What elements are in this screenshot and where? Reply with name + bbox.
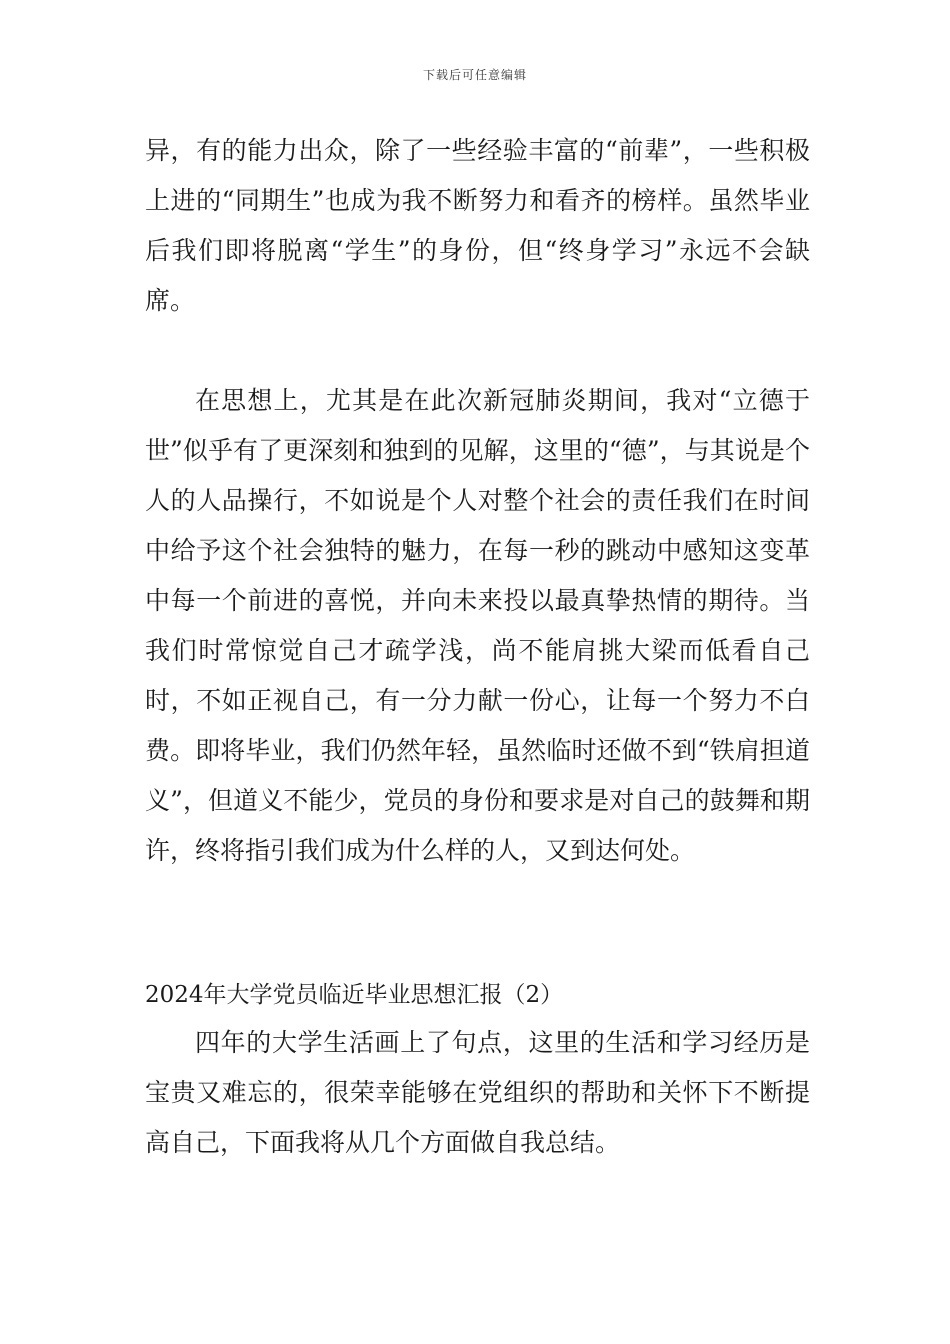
header-note: 下载后可任意编辑 [422,68,527,82]
paragraph-summary: 四年的大学生活画上了句点，这里的生活和学习经历是宝贵又难忘的，很荣幸能够在党组织的帮助和关怀下不断提高自己，下面我将从几个方面做自我总结。 [145,1028,810,1157]
paragraph-continued: 异，有的能力出众，除了一些经验丰富的“前辈”，一些积极上进的“同期生”也成为我不断努力和看齐的榜样。虽然毕业后我们即将脱离“学生”的身份，但“终身学习”永远不会缺席。 [145,136,810,315]
section-title: 2024年大学党员临近毕业思想汇报（2） [145,982,564,1008]
paragraph-thoughts: 在思想上，尤其是在此次新冠肺炎期间，我对“立德于世”似乎有了更深刻和独到的见解，这里的“德”，与其说是个人的人品操行，不如说是个人对整个社会的责任我们在时间中给予这个社会独特的魅力，在每一秒的跳动中感知这变革中每一个前进的喜悦，并向未来投以最真挚热情的期待。当我们时常惊觉自己才疏学浅，尚不能肩挑大梁而低看自己时，不如正视自己，有一分力献一份心，让每一个努力不白费。即将毕业，我们仍然年轻，虽然临时还做不到“铁肩担道义”，但道义不能少，党员的身份和要求是对自己的鼓舞和期许，终将指引我们成为什么样的人，又到达何处。 [145,386,810,865]
paragraph-gap [145,326,810,376]
document-body [145,126,810,1168]
section-gap [145,876,810,972]
